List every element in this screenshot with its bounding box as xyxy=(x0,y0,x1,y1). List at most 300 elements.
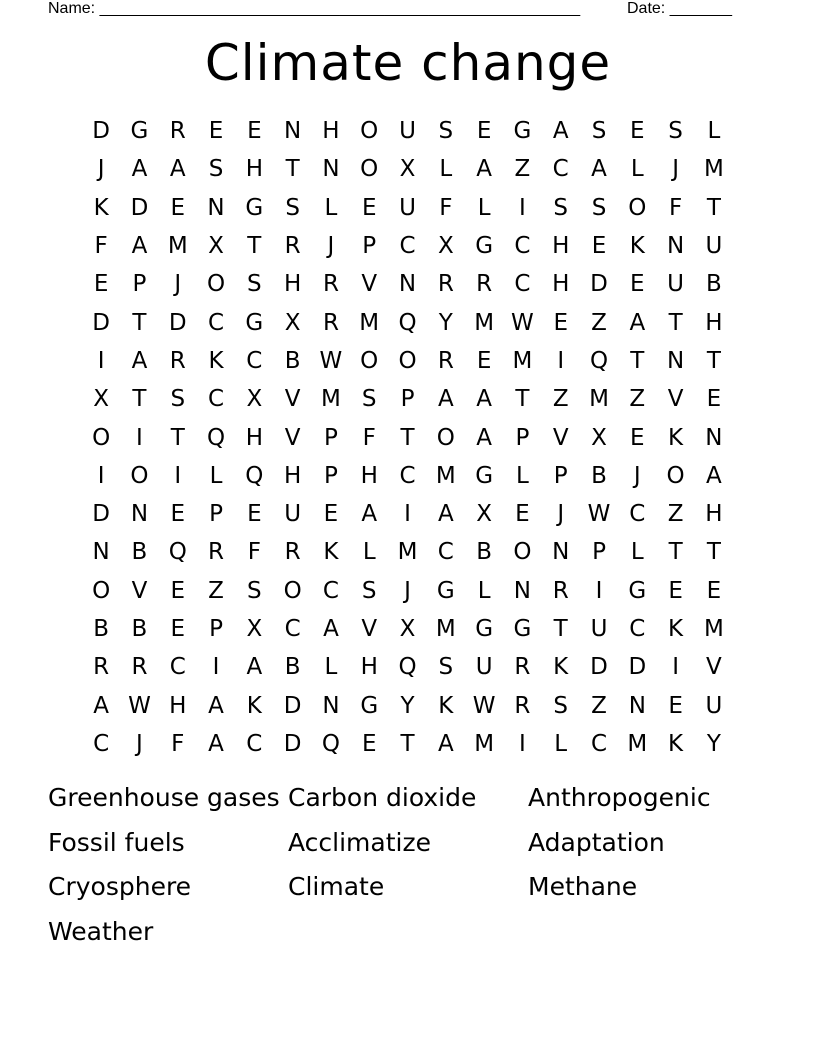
grid-letter: E xyxy=(668,692,683,719)
grid-letter: H xyxy=(705,501,723,528)
word-bank-item: Methane xyxy=(528,872,638,901)
word-bank-item: Fossil fuels xyxy=(48,827,185,857)
grid-letter: V xyxy=(706,654,722,681)
grid-letter: K xyxy=(553,654,569,681)
grid-letter: G xyxy=(475,462,494,489)
grid-letter: D xyxy=(590,271,608,298)
grid-letter: L xyxy=(209,462,223,489)
grid-letter: S xyxy=(361,577,377,604)
grid-letter: B xyxy=(131,616,148,642)
grid-letter: A xyxy=(437,386,454,413)
grid-letter: O xyxy=(360,347,379,374)
grid-letter: R xyxy=(169,118,186,145)
grid-letter: W xyxy=(511,309,534,336)
grid-letter: C xyxy=(399,462,416,489)
grid-letter: I xyxy=(212,654,220,681)
grid-letter: T xyxy=(400,424,415,451)
grid-letter: S xyxy=(591,118,607,145)
grid-letter: D xyxy=(283,730,302,757)
grid-letter: R xyxy=(322,271,339,298)
grid-letter: K xyxy=(629,233,645,260)
grid-letter: R xyxy=(284,233,301,260)
grid-letter: A xyxy=(131,233,148,260)
grid-letter: I xyxy=(404,501,411,528)
grid-letter: P xyxy=(323,462,338,489)
page-title: Climate change xyxy=(204,34,612,92)
grid-letter: W xyxy=(587,501,611,528)
grid-letter: X xyxy=(93,386,110,413)
grid-letter: Z xyxy=(629,386,646,413)
grid-letter: I xyxy=(174,462,182,489)
grid-letter: F xyxy=(668,194,683,221)
grid-letter: E xyxy=(476,347,492,374)
grid-letter: M xyxy=(589,386,609,413)
grid-letter: I xyxy=(97,347,105,374)
grid-letter: N xyxy=(92,539,110,566)
grid-letter: K xyxy=(246,692,262,719)
grid-letter: C xyxy=(93,730,110,757)
grid-letter: U xyxy=(399,118,416,145)
grid-letter: Z xyxy=(591,309,607,336)
grid-letter: N xyxy=(322,692,340,719)
grid-letter: C xyxy=(552,156,569,183)
word-bank-item: Carbon dioxide xyxy=(288,783,477,812)
grid-letter: O xyxy=(360,156,379,183)
grid-letter: E xyxy=(361,194,377,221)
grid-letter: V xyxy=(131,577,148,604)
grid-letter: L xyxy=(362,539,376,566)
grid-letter: M xyxy=(167,233,188,260)
grid-letter: S xyxy=(247,577,262,604)
grid-letter: G xyxy=(436,577,455,604)
grid-letter: E xyxy=(630,271,645,298)
grid-letter: H xyxy=(169,692,187,719)
grid-letter: J xyxy=(327,233,335,260)
grid-letter: I xyxy=(136,424,143,451)
grid-letter: P xyxy=(592,539,606,566)
grid-letter: D xyxy=(92,118,110,145)
grid-letter: O xyxy=(360,118,379,145)
grid-letter: A xyxy=(361,501,378,528)
grid-letter: K xyxy=(668,424,684,451)
word-bank-item: Adaptation xyxy=(528,827,665,857)
grid-letter: X xyxy=(476,501,492,528)
grid-letter: D xyxy=(130,194,149,221)
grid-letter: N xyxy=(207,194,225,221)
grid-letter: B xyxy=(706,271,722,298)
grid-letter: D xyxy=(92,501,110,528)
grid-letter: F xyxy=(94,233,108,260)
grid-letter: C xyxy=(514,233,531,260)
grid-letter: E xyxy=(93,271,109,298)
grid-letter: N xyxy=(284,118,302,145)
grid-letter: R xyxy=(514,654,531,681)
grid-letter: N xyxy=(130,501,149,528)
grid-letter: Z xyxy=(514,156,531,183)
grid-letter: E xyxy=(170,194,186,221)
grid-letter: H xyxy=(360,654,378,681)
grid-letter: G xyxy=(628,577,647,604)
grid-letter: A xyxy=(131,347,148,374)
grid-letter: A xyxy=(476,386,492,413)
grid-letter: S xyxy=(591,194,607,221)
grid-letter: G xyxy=(513,118,532,145)
grid-letter: B xyxy=(284,347,301,374)
grid-letter: T xyxy=(132,309,147,336)
grid-letter: M xyxy=(703,156,724,183)
grid-letter: H xyxy=(705,309,723,336)
grid-letter: H xyxy=(322,118,340,145)
grid-letter: U xyxy=(399,194,416,221)
grid-letter: L xyxy=(477,194,491,221)
grid-letter: Q xyxy=(168,539,187,566)
grid-letter: B xyxy=(93,616,110,642)
grid-letter: Q xyxy=(398,309,417,336)
grid-letter: H xyxy=(245,156,263,183)
grid-letter: C xyxy=(437,539,454,566)
grid-letter: G xyxy=(245,194,264,221)
grid-letter: A xyxy=(246,654,263,681)
grid-letter: L xyxy=(630,156,644,183)
grid-letter: A xyxy=(323,616,339,642)
grid-letter: B xyxy=(476,539,492,566)
grid-letter: H xyxy=(360,462,378,489)
grid-letter: G xyxy=(513,616,532,642)
grid-letter: I xyxy=(519,194,526,221)
grid-letter: U xyxy=(667,271,685,298)
grid-letter: D xyxy=(283,692,302,719)
grid-letter: R xyxy=(552,577,569,604)
grid-letter: E xyxy=(668,577,683,604)
grid-letter: H xyxy=(552,233,570,260)
grid-letter: A xyxy=(629,309,646,336)
word-bank-item: Weather xyxy=(48,916,154,946)
grid-letter: C xyxy=(629,616,646,642)
grid-letter: C xyxy=(208,309,225,336)
grid-letter: O xyxy=(92,577,111,604)
grid-letter: K xyxy=(438,692,454,719)
grid-letter: N xyxy=(513,577,532,604)
grid-letter: T xyxy=(400,730,415,757)
grid-letter: E xyxy=(515,501,530,528)
grid-letter: J xyxy=(136,730,143,757)
grid-letter: O xyxy=(130,462,149,489)
grid-letter: V xyxy=(361,616,378,642)
grid-letter: K xyxy=(668,730,684,757)
grid-letter: O xyxy=(92,424,111,451)
grid-letter: S xyxy=(438,118,454,145)
grid-letter: S xyxy=(285,194,300,221)
grid-letter: K xyxy=(208,347,224,374)
grid-letter: A xyxy=(93,692,110,719)
grid-letter: S xyxy=(208,156,224,183)
grid-letter: A xyxy=(476,156,492,183)
grid-letter: Q xyxy=(589,347,609,374)
grid-letter: M xyxy=(321,386,341,413)
grid-letter: C xyxy=(399,233,416,260)
grid-letter: N xyxy=(666,347,685,374)
grid-letter: M xyxy=(627,730,648,757)
grid-letter: A xyxy=(591,156,607,183)
grid-letter: L xyxy=(477,577,491,604)
grid-letter: E xyxy=(630,424,645,451)
grid-letter: L xyxy=(439,156,453,183)
grid-letter: O xyxy=(666,462,685,489)
grid-letter: T xyxy=(668,539,683,566)
grid-letter: R xyxy=(322,309,339,336)
grid-letter: C xyxy=(322,577,339,604)
grid-letter: D xyxy=(628,654,647,681)
worksheet-header xyxy=(0,0,816,20)
grid-letter: S xyxy=(170,386,186,413)
grid-letter: E xyxy=(591,233,607,260)
grid-letter: J xyxy=(97,156,105,183)
grid-letter: V xyxy=(667,386,684,413)
grid-letter: E xyxy=(706,386,722,413)
grid-letter: R xyxy=(437,271,454,298)
grid-letter: C xyxy=(629,501,646,528)
grid-letter: M xyxy=(703,616,724,642)
word-bank-item: Greenhouse gases xyxy=(48,783,280,812)
grid-letter: K xyxy=(668,616,684,642)
word-bank-item: Cryosphere xyxy=(48,872,192,901)
grid-letter: F xyxy=(247,539,261,566)
grid-letter: Y xyxy=(438,309,453,336)
grid-letter: L xyxy=(630,539,644,566)
grid-letter: H xyxy=(283,271,302,298)
grid-letter: U xyxy=(705,692,723,719)
grid-letter: O xyxy=(206,271,226,298)
grid-letter: N xyxy=(552,539,570,566)
grid-letter: E xyxy=(476,118,492,145)
grid-letter: C xyxy=(590,730,608,757)
grid-letter: S xyxy=(247,271,262,298)
grid-letter: X xyxy=(399,156,416,183)
grid-letter: H xyxy=(245,424,263,451)
grid-letter: J xyxy=(557,501,565,528)
grid-letter: W xyxy=(128,692,151,719)
grid-letter: R xyxy=(208,539,225,566)
grid-letter: T xyxy=(553,616,568,642)
grid-letter: R xyxy=(514,692,531,719)
grid-letter: U xyxy=(284,501,302,528)
grid-letter: C xyxy=(169,654,186,681)
grid-letter: C xyxy=(246,347,263,374)
grid-letter: P xyxy=(209,616,223,642)
grid-letter: Y xyxy=(400,692,415,719)
grid-letter: B xyxy=(284,654,301,681)
grid-letter: C xyxy=(284,616,301,642)
grid-letter: T xyxy=(706,539,721,566)
grid-letter: O xyxy=(283,577,302,604)
grid-letter: H xyxy=(283,462,302,489)
grid-letter: X xyxy=(399,616,416,642)
grid-letter: P xyxy=(553,462,568,489)
grid-letter: J xyxy=(404,577,411,604)
grid-letter: V xyxy=(552,424,569,451)
grid-letter: S xyxy=(553,194,569,221)
grid-letter: E xyxy=(323,501,339,528)
grid-letter: L xyxy=(707,118,721,145)
grid-letter: N xyxy=(628,692,646,719)
grid-letter: V xyxy=(361,271,378,298)
grid-letter: N xyxy=(705,424,723,451)
grid-letter: N xyxy=(398,271,417,298)
grid-letter: F xyxy=(439,194,453,221)
grid-letter: M xyxy=(474,730,495,757)
grid-letter: Q xyxy=(245,462,264,489)
word-bank-item: Climate xyxy=(288,872,385,901)
grid-letter: S xyxy=(361,386,377,413)
grid-letter: R xyxy=(169,347,186,374)
grid-letter: A xyxy=(437,501,454,528)
grid-letter: I xyxy=(557,347,565,374)
grid-letter: E xyxy=(630,118,645,145)
grid-letter: E xyxy=(208,118,224,145)
grid-letter: G xyxy=(245,309,264,336)
word-bank-item: Anthropogenic xyxy=(528,783,711,812)
grid-letter: P xyxy=(132,271,147,298)
grid-letter: K xyxy=(93,194,109,221)
grid-letter: L xyxy=(516,462,529,489)
grid-letter: I xyxy=(519,730,526,757)
grid-letter: C xyxy=(208,386,225,413)
grid-letter: T xyxy=(706,347,721,374)
grid-letter: X xyxy=(208,233,224,260)
grid-letter: Z xyxy=(591,692,607,719)
grid-letter: T xyxy=(170,424,185,451)
grid-letter: A xyxy=(552,118,569,145)
grid-letter: E xyxy=(247,118,262,145)
name-field: Name: ______________________________________________________ xyxy=(48,0,581,17)
grid-letter: M xyxy=(435,462,456,489)
grid-letter: M xyxy=(435,616,456,642)
grid-letter: U xyxy=(705,233,723,260)
grid-letter: P xyxy=(515,424,530,451)
letter-grid xyxy=(82,112,733,763)
grid-letter: S xyxy=(668,118,683,145)
grid-letter: R xyxy=(284,539,301,566)
grid-letter: A xyxy=(437,730,454,757)
grid-letter: T xyxy=(132,386,147,413)
grid-letter: J xyxy=(633,462,641,489)
grid-letter: Z xyxy=(208,577,224,604)
grid-letter: T xyxy=(515,386,530,413)
grid-letter: X xyxy=(246,616,263,642)
grid-letter: U xyxy=(590,616,608,642)
grid-letter: G xyxy=(475,616,494,642)
grid-letter: X xyxy=(284,309,301,336)
grid-letter: P xyxy=(209,501,223,528)
grid-letter: C xyxy=(514,271,531,298)
grid-letter: A xyxy=(706,462,722,489)
word-bank xyxy=(48,778,768,956)
grid-letter: O xyxy=(436,424,455,451)
grid-letter: F xyxy=(171,730,185,757)
grid-letter: X xyxy=(591,424,607,451)
grid-letter: W xyxy=(472,692,496,719)
grid-letter: M xyxy=(474,309,495,336)
grid-letter: Z xyxy=(552,386,569,413)
grid-letter: Y xyxy=(706,730,721,757)
grid-letter: B xyxy=(591,462,607,489)
grid-letter: G xyxy=(475,233,494,260)
grid-letter: E xyxy=(553,309,568,336)
grid-letter: R xyxy=(131,654,148,681)
grid-letter: S xyxy=(553,692,569,719)
grid-letter: R xyxy=(437,347,454,374)
grid-letter: S xyxy=(438,654,454,681)
grid-letter: D xyxy=(168,309,187,336)
grid-letter: T xyxy=(630,347,645,374)
grid-letter: T xyxy=(285,156,300,183)
grid-letter: B xyxy=(131,539,148,566)
grid-letter: Z xyxy=(667,501,684,528)
grid-letter: I xyxy=(672,654,679,681)
grid-letter: O xyxy=(398,347,417,374)
grid-letter: U xyxy=(475,654,493,681)
grid-letter: Q xyxy=(206,424,226,451)
grid-letter: R xyxy=(476,271,493,298)
grid-letter: O xyxy=(628,194,647,221)
grid-letter: H xyxy=(552,271,570,298)
grid-letter: X xyxy=(246,386,263,413)
grid-letter: C xyxy=(246,730,263,757)
grid-letter: L xyxy=(324,654,338,681)
grid-letter: E xyxy=(361,730,377,757)
grid-letter: R xyxy=(93,654,110,681)
grid-letter: M xyxy=(397,539,418,566)
grid-letter: L xyxy=(554,730,568,757)
grid-letter: Q xyxy=(398,654,417,681)
grid-letter: I xyxy=(595,577,603,604)
grid-letter: A xyxy=(169,156,186,183)
grid-letter: V xyxy=(284,386,301,413)
date-field: Date: _______ xyxy=(627,0,732,17)
grid-letter: E xyxy=(170,616,186,642)
grid-letter: Q xyxy=(321,730,340,757)
grid-letter: A xyxy=(208,730,224,757)
grid-letter: A xyxy=(476,424,492,451)
grid-letter: F xyxy=(362,424,376,451)
grid-letter: N xyxy=(666,233,685,260)
grid-letter: O xyxy=(513,539,532,566)
grid-letter: M xyxy=(359,309,380,336)
grid-letter: P xyxy=(362,233,377,260)
grid-letter: T xyxy=(668,309,683,336)
grid-letter: W xyxy=(319,347,343,374)
grid-letter: E xyxy=(247,501,262,528)
grid-letter: P xyxy=(323,424,338,451)
grid-letter: K xyxy=(323,539,339,566)
grid-letter: J xyxy=(672,156,679,183)
grid-letter: N xyxy=(322,156,340,183)
grid-letter: L xyxy=(324,194,338,221)
grid-letter: X xyxy=(437,233,454,260)
grid-letter: A xyxy=(208,692,224,719)
grid-letter: E xyxy=(706,577,722,604)
grid-letter: G xyxy=(130,118,149,145)
grid-letter: E xyxy=(170,577,186,604)
word-bank-item: Acclimatize xyxy=(288,827,431,857)
grid-letter: G xyxy=(360,692,379,719)
grid-letter: T xyxy=(706,194,721,221)
grid-letter: P xyxy=(400,386,415,413)
grid-letter: M xyxy=(512,347,533,374)
grid-letter: T xyxy=(247,233,262,260)
grid-letter: A xyxy=(131,156,148,183)
grid-letter: E xyxy=(170,501,186,528)
